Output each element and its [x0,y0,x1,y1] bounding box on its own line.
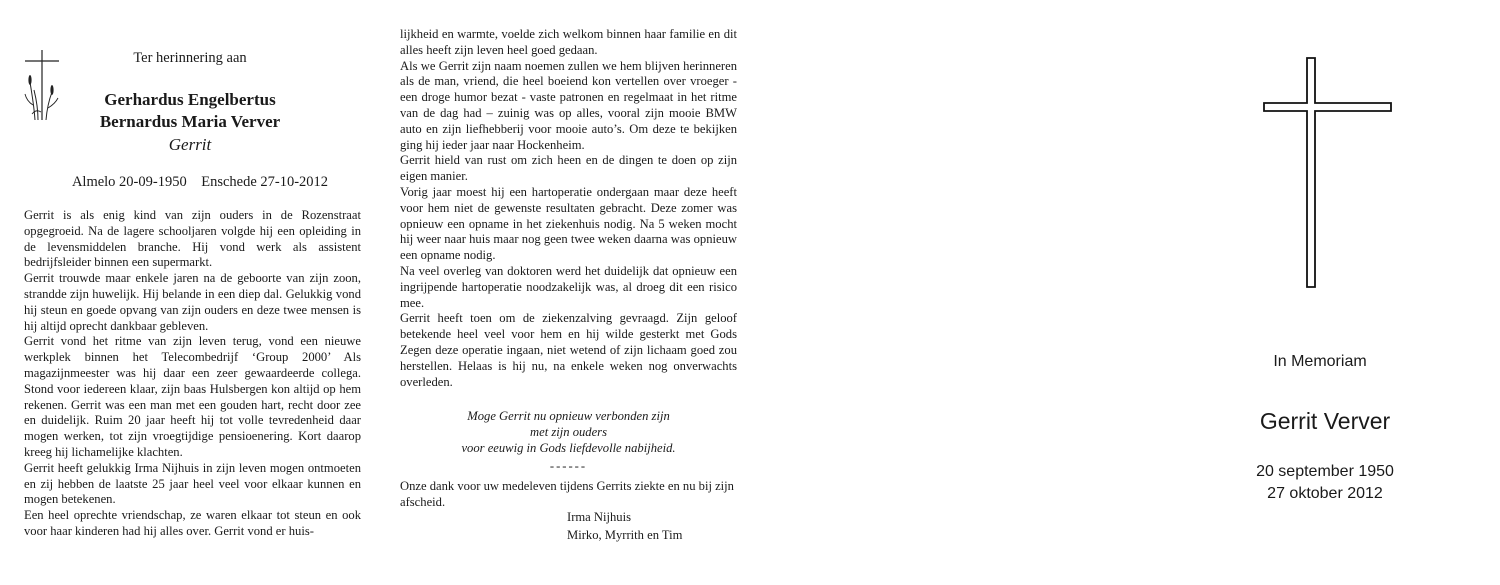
paragraph: lijkheid en warmte, voelde zich welkom binnen haar familie en dit alles heeft zijn leven heel goed gedaan. [400,27,737,57]
biography-text [24,208,361,540]
paragraph: Gerrit hield van rust om zich heen en de dingen te doen op zijn eigen manier. [400,153,737,184]
cover-page [1125,0,1500,585]
cross-with-reeds-icon [22,50,62,122]
nickname: Gerrit [168,135,212,154]
paragraph: Gerrit vond het ritme van zijn leven terug, vond een nieuwe werkplek binnen het Telecombedrijf ‘Group 2000’ Als magazijnmeester was hij daar een zeer gewaardeerde collega. Stond voor iedereen klaar, zijn baas Hulsbergen kon altijd op hem rekenen. Gerrit was een man met een gouden hart, recht door zee en duidelijk. Ruim 20 jaar heeft hij tot volle tevredenheid daar mogen werken, tot zijn vroegtijdige pensioenering. Kort daarop kreeg hij lichamelijke klachten. [24,334,361,459]
cover-date-birth: 20 september 1950 [1256,463,1394,480]
intro-text: Ter herinnering aan [133,50,247,66]
verse-line: met zijn ouders [530,424,607,439]
paragraph: Gerrit trouwde maar enkele jaren na de geboorte van zijn zoon, strandde zijn huwelijk. Hij belande in een diep dal. Gelukkig vond hij steun en goede opvang van zijn ouders en deze twee mensen is hij altijd oprecht dankbaar gebleven. [24,271,361,333]
paragraph: Gerrit heeft toen om de ziekenzalving gevraagd. Zijn geloof betekende heel veel voor hem en hij wilde gesterkt met Gods Zegen deze operatie ingaan, niet wetend of zijn lichaam goed zou herstellen. Helaas is hij nu, na enkele weken nog onverwachts overleden. [400,311,737,389]
left-page [0,0,375,585]
birth-death-dates: Almelo 20-09-1950 Enschede 27-10-2012 [71,174,329,190]
thanks-text: Onze dank voor uw medeleven tijdens Gerrits ziekte en nu bij zijn afscheid. [400,479,734,509]
middle-page [375,0,750,585]
paragraph: Na veel overleg van doktoren werd het duidelijk dat opnieuw een ingrijpende hartoperatie noodzakelijk was, al droeg dit een risico mee. [400,263,737,310]
verse-line: Moge Gerrit nu opnieuw verbonden zijn [467,409,670,423]
separator: ------ [549,459,588,473]
paragraph: Gerrit heeft gelukkig Irma Nijhuis in zijn leven mogen ontmoeten en zij hebben de laatste 25 jaar heel veel voor elkaar kunnen en mogen betekenen. [24,460,361,507]
verse [400,409,737,456]
in-memoriam-title: In Memoriam [1273,353,1367,370]
cover-name: Gerrit Verver [1259,408,1391,434]
cross-icon [1263,57,1393,289]
paragraph: Vorig jaar moest hij een hartoperatie ondergaan maar deze heeft voor hem niet de gewenste resultaten gebracht. Deze zomer was opnieuw een opname in het ziekenhuis nodig. Na 5 weken mocht hij weer naar huis maar nog geen twee weken daarna was opnieuw een opname nodig. [400,184,737,263]
blank-page [750,0,1125,585]
signature-line2: Mirko, Myrrith en Tim [567,528,683,542]
verse-line: voor eeuwig in Gods liefdevolle nabijheid. [461,440,676,455]
biography-continued [400,27,737,390]
paragraph: Een heel oprechte vriendschap, ze waren elkaar tot steun en ook voor haar kinderen had hij alles over. Gerrit vond er huis- [24,508,361,538]
full-name-line2: Bernardus Maria Verver [99,112,281,131]
paragraph: Als we Gerrit zijn naam noemen zullen we hem blijven herinneren als de man, vriend, die heel boeiend kon vertellen over vroeger - een droge humor bezat - vaste patronen en regelmaat in het ritme van de dag had – zuinig was op alles, vooral zijn mooie BMW auto en zijn liefhebberij voor mooie auto’s. Om deze te bekijken ging hij ieder jaar naar Hockenheim. [400,58,737,152]
full-name-line1: Gerhardus Engelbertus [104,90,276,109]
signature-line1: Irma Nijhuis [567,510,632,524]
paragraph: Gerrit is als enig kind van zijn ouders in de Rozenstraat opgegroeid. Na de lagere schooljaren volgde hij een opleiding in de levensmiddelen branche. Hij vond werk als assistent bedrijfsleider binnen een supermarkt. [24,208,361,270]
cover-date-death: 27 oktober 2012 [1267,485,1383,502]
